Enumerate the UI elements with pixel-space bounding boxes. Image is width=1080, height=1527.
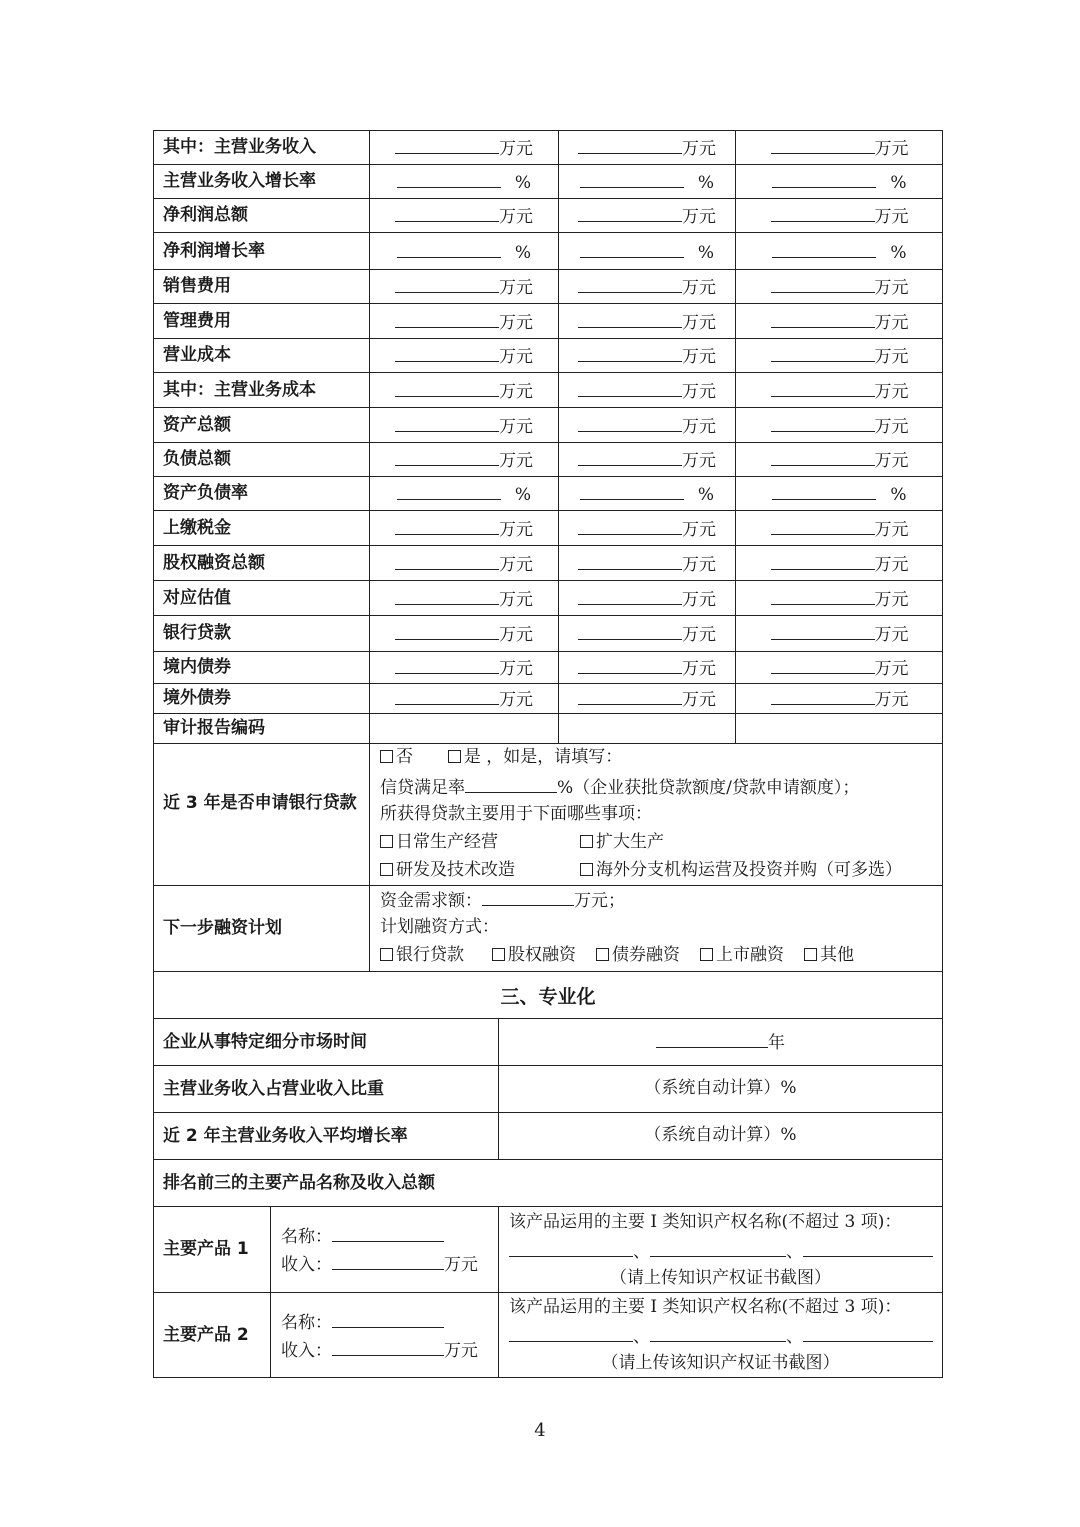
finance-unit: % [890, 173, 907, 193]
finance-row-label: 销售费用 [163, 276, 231, 296]
finance-cell [736, 622, 943, 646]
finance-unit: 万元 [499, 659, 533, 679]
finance-unit: 万元 [499, 381, 533, 402]
product-2-label: 主要产品 2 [163, 1325, 249, 1345]
finance-unit: % [890, 485, 907, 505]
finance-unit: 万元 [499, 589, 533, 610]
finance-cell [736, 414, 943, 438]
finance-input-year-1[interactable] [395, 622, 499, 640]
method-bank-label: 银行贷款 [396, 945, 464, 965]
finance-cell [559, 240, 735, 264]
finance-cell [370, 622, 558, 646]
market-time-unit: 年 [768, 1033, 785, 1053]
finance-unit: 万元 [874, 139, 909, 159]
finance-cell [370, 240, 558, 264]
finance-unit: 万元 [874, 381, 909, 402]
finance-input-year-1[interactable] [395, 517, 499, 535]
section-title: 三、专业化 [500, 986, 596, 1008]
finance-input-year-3[interactable] [771, 379, 875, 397]
finance-unit: 万元 [682, 589, 716, 610]
finance-input-year-1[interactable] [395, 552, 499, 570]
credit-ratio-suffix: %（企业获批贷款额度/贷款申请额度）； [557, 778, 860, 798]
loan-yes-label: 是 [463, 747, 481, 767]
product-2-income-unit: 万元 [444, 1341, 478, 1361]
finance-input-year-1[interactable] [395, 448, 499, 466]
use-rnd-checkbox[interactable] [380, 863, 393, 876]
finance-row-label: 净利润总额 [163, 205, 248, 225]
method-ipo-label: 上市融资 [716, 945, 784, 965]
ratio-label: 主营业务收入占营业收入比重 [163, 1079, 384, 1099]
product-2-upload-note: （请上传该知识产权证书截图） [601, 1353, 840, 1373]
finance-unit: 万元 [682, 278, 716, 298]
finance-input-year-3[interactable] [771, 552, 875, 570]
growth-label: 近 2 年主营业务收入平均增长率 [163, 1126, 408, 1146]
finance-unit: 万元 [682, 347, 716, 367]
finance-cell [736, 344, 943, 368]
finance-unit: 万元 [874, 659, 909, 679]
finance-cell [736, 656, 943, 680]
finance-input-year-2[interactable] [578, 310, 682, 328]
finance-unit: 万元 [499, 451, 533, 471]
finance-input-year-2[interactable] [578, 136, 682, 154]
finance-input-year-3[interactable] [771, 136, 875, 154]
finance-row-label: 管理费用 [163, 310, 231, 331]
credit-ratio-label: 信贷满足率 [380, 778, 465, 798]
loan-if-yes-text: ，如是，请填写： [486, 747, 623, 767]
finance-row-label: 境内债券 [163, 657, 231, 677]
finance-input-year-1[interactable] [395, 379, 499, 397]
product-1-ip-input-3[interactable] [803, 1239, 933, 1257]
method-bond-label: 债券融资 [612, 945, 680, 965]
finance-unit: 万元 [499, 416, 533, 437]
finance-input-year-3[interactable] [771, 414, 875, 432]
finance-cell [370, 517, 558, 541]
use-expand-checkbox[interactable] [580, 835, 593, 848]
loan-label: 近 3 年是否申请银行贷款 [163, 793, 357, 813]
finance-input-year-1[interactable] [397, 170, 501, 188]
finance-cell [559, 310, 735, 334]
finance-cell [736, 379, 943, 403]
growth-value: （系统自动计算）% [644, 1125, 797, 1145]
use-rnd-label: 研发及技术改造 [396, 860, 515, 880]
finance-input-year-2[interactable] [578, 379, 682, 397]
finance-unit: 万元 [682, 519, 716, 540]
finance-unit: 万元 [874, 278, 909, 298]
finance-cell [559, 482, 735, 506]
finance-unit: % [697, 485, 715, 505]
product-1-sep-2: 、 [786, 1242, 803, 1262]
method-other-label: 其他 [820, 945, 854, 965]
finance-unit: 万元 [874, 519, 909, 540]
finance-input-year-3[interactable] [772, 482, 876, 500]
finance-cell [736, 170, 943, 194]
finance-unit: 万元 [874, 312, 909, 333]
method-equity-checkbox[interactable] [492, 948, 505, 961]
finance-cell [559, 204, 735, 228]
finance-cell [559, 414, 735, 438]
finance-unit: 万元 [499, 690, 533, 710]
finance-cell [559, 587, 735, 611]
product-1-ip-input-2[interactable] [650, 1239, 786, 1257]
finance-input-year-1[interactable] [395, 587, 499, 605]
finance-row-label: 资产负债率 [163, 483, 248, 503]
finance-input-year-3[interactable] [771, 656, 875, 674]
use-expand-label: 扩大生产 [596, 832, 664, 852]
finance-unit: 万元 [682, 625, 716, 645]
finance-unit: 万元 [874, 554, 909, 575]
finance-input-year-2[interactable] [578, 656, 682, 674]
finance-cell [559, 517, 735, 541]
finance-unit: 万元 [682, 451, 716, 471]
finance-row-label: 对应估值 [163, 587, 231, 608]
finance-row-label: 负债总额 [163, 449, 231, 469]
audit-label: 审计报告编码 [163, 718, 265, 738]
product-2-name-input[interactable] [332, 1310, 444, 1328]
finance-row-label: 营业成本 [163, 345, 231, 365]
finance-unit: 万元 [874, 207, 909, 227]
loan-no-checkbox[interactable] [380, 750, 393, 763]
finance-input-year-2[interactable] [580, 170, 684, 188]
finance-input-year-3[interactable] [771, 448, 875, 466]
finance-cell [559, 622, 735, 646]
finance-row-label: 主营业务收入增长率 [163, 171, 316, 191]
finance-unit: % [697, 173, 715, 193]
method-bond-checkbox[interactable] [596, 948, 609, 961]
finance-cell [370, 379, 558, 403]
finance-unit: % [514, 173, 532, 193]
finance-input-year-3[interactable] [771, 275, 875, 293]
finance-input-year-2[interactable] [578, 622, 682, 640]
market-time-label: 企业从事特定细分市场时间 [163, 1032, 367, 1052]
finance-input-year-2[interactable] [578, 344, 682, 362]
finance-unit: 万元 [682, 139, 716, 159]
finance-unit: 万元 [874, 451, 909, 471]
finance-cell [370, 310, 558, 334]
method-other-checkbox[interactable] [804, 948, 817, 961]
finance-unit: 万元 [874, 416, 909, 437]
finance-row-label: 净利润增长率 [163, 240, 265, 261]
finance-input-year-3[interactable] [772, 170, 876, 188]
product-2-ip-input-3[interactable] [803, 1324, 933, 1342]
finance-unit: 万元 [682, 659, 716, 679]
finance-unit: % [514, 485, 532, 505]
finance-cell [559, 344, 735, 368]
finance-input-year-1[interactable] [395, 275, 499, 293]
finance-cell [559, 275, 735, 299]
finance-cell [559, 379, 735, 403]
finance-input-year-1[interactable] [395, 687, 499, 705]
finance-input-year-1[interactable] [395, 656, 499, 674]
finance-row-label: 其中：主营业务收入 [163, 137, 316, 157]
finance-input-year-2[interactable] [578, 414, 682, 432]
method-equity-label: 股权融资 [508, 945, 576, 965]
product-1-ip-question: 该产品运用的主要 I 类知识产权名称(不超过 3 项)： [509, 1212, 902, 1232]
finance-input-year-2[interactable] [578, 517, 682, 535]
product-2-sep-1: 、 [633, 1327, 650, 1347]
product-2-ip-input-2[interactable] [650, 1324, 786, 1342]
finance-cell [370, 414, 558, 438]
plan-label: 下一步融资计划 [163, 918, 282, 938]
finance-input-year-3[interactable] [772, 240, 876, 258]
finance-cell [736, 136, 943, 160]
finance-unit: 万元 [499, 625, 533, 645]
audit-input-3[interactable] [736, 714, 942, 742]
product-2-income-label: 收入： [281, 1341, 332, 1361]
finance-cell [736, 687, 943, 711]
finance-cell [370, 687, 558, 711]
finance-cell [370, 170, 558, 194]
finance-cell [736, 448, 943, 472]
finance-unit: 万元 [874, 690, 909, 710]
finance-input-year-1[interactable] [395, 204, 499, 222]
market-time-input[interactable] [656, 1030, 768, 1048]
finance-input-year-2[interactable] [578, 448, 682, 466]
finance-cell [370, 552, 558, 576]
finance-unit: 万元 [682, 416, 716, 437]
finance-input-year-2[interactable] [580, 482, 684, 500]
finance-unit: 万元 [499, 347, 533, 367]
page-number: 4 [534, 1420, 546, 1441]
product-1-income-input[interactable] [332, 1252, 444, 1270]
finance-cell [370, 136, 558, 160]
finance-row-label: 上缴税金 [163, 517, 231, 538]
finance-input-year-2[interactable] [578, 552, 682, 570]
audit-input-2[interactable] [559, 714, 734, 742]
credit-ratio-input[interactable] [465, 775, 557, 793]
finance-input-year-1[interactable] [395, 310, 499, 328]
use-daily-checkbox[interactable] [380, 835, 393, 848]
use-daily-label: 日常生产经营 [396, 832, 498, 852]
finance-cell [370, 587, 558, 611]
finance-row-label: 银行贷款 [163, 623, 231, 643]
finance-cell [559, 448, 735, 472]
product-2-income-input[interactable] [332, 1338, 444, 1356]
method-ipo-checkbox[interactable] [700, 948, 713, 961]
finance-input-year-3[interactable] [771, 622, 875, 640]
finance-cell [559, 170, 735, 194]
finance-input-year-2[interactable] [580, 240, 684, 258]
product-1-label: 主要产品 1 [163, 1239, 249, 1259]
finance-cell [736, 482, 943, 506]
finance-unit: 万元 [874, 625, 909, 645]
finance-row-label: 境外债券 [163, 688, 231, 708]
finance-input-year-1[interactable] [397, 240, 501, 258]
finance-cell [559, 136, 735, 160]
finance-cell [736, 204, 943, 228]
finance-cell [370, 448, 558, 472]
finance-cell [559, 552, 735, 576]
finance-unit: 万元 [682, 381, 716, 402]
product-1-name-input[interactable] [332, 1224, 444, 1242]
finance-unit: 万元 [499, 278, 533, 298]
finance-input-year-2[interactable] [578, 687, 682, 705]
finance-row-label: 股权融资总额 [163, 552, 265, 573]
use-overseas-label: 海外分支机构运营及投资并购（可多选） [596, 860, 902, 880]
finance-cell [736, 552, 943, 576]
plan-method-question: 计划融资方式： [380, 917, 499, 937]
loan-no-label: 否 [396, 747, 413, 767]
finance-unit: 万元 [682, 690, 716, 710]
ratio-value: （系统自动计算）% [644, 1078, 797, 1098]
finance-input-year-1[interactable] [395, 136, 499, 154]
product-1-sep-1: 、 [633, 1242, 650, 1262]
audit-input-1[interactable] [370, 714, 557, 742]
finance-unit: 万元 [682, 312, 716, 333]
finance-input-year-1[interactable] [395, 344, 499, 362]
finance-unit: 万元 [682, 554, 716, 575]
finance-cell [736, 310, 943, 334]
finance-cell [736, 517, 943, 541]
loan-yes-checkbox[interactable] [448, 750, 461, 763]
demand-suffix: 万元； [574, 891, 625, 911]
finance-cell [736, 240, 943, 264]
finance-unit: 万元 [499, 519, 533, 540]
finance-cell [370, 656, 558, 680]
finance-cell [559, 687, 735, 711]
finance-input-year-3[interactable] [771, 344, 875, 362]
demand-label: 资金需求额： [380, 891, 482, 911]
finance-cell [559, 656, 735, 680]
top3-label: 排名前三的主要产品名称及收入总额 [163, 1173, 435, 1193]
product-1-income-unit: 万元 [444, 1255, 478, 1275]
finance-cell [370, 204, 558, 228]
finance-row-label: 资产总额 [163, 414, 231, 435]
product-1-name-label: 名称： [281, 1227, 332, 1247]
finance-unit: % [697, 242, 715, 263]
product-2-ip-question: 该产品运用的主要 I 类知识产权名称(不超过 3 项)： [509, 1297, 902, 1317]
finance-cell [370, 275, 558, 299]
finance-input-year-3[interactable] [771, 587, 875, 605]
finance-unit: 万元 [499, 207, 533, 227]
finance-unit: % [890, 242, 907, 263]
method-bank-checkbox[interactable] [380, 948, 393, 961]
finance-unit: 万元 [499, 312, 533, 333]
use-overseas-checkbox[interactable] [580, 863, 593, 876]
finance-row-label: 其中：主营业务成本 [163, 379, 316, 400]
finance-input-year-3[interactable] [771, 204, 875, 222]
finance-input-year-3[interactable] [771, 310, 875, 328]
product-1-income-label: 收入： [281, 1255, 332, 1275]
product-2-name-label: 名称： [281, 1313, 332, 1333]
finance-unit: 万元 [499, 139, 533, 159]
finance-unit: 万元 [874, 347, 909, 367]
finance-cell [370, 482, 558, 506]
finance-unit: 万元 [499, 554, 533, 575]
finance-input-year-2[interactable] [578, 275, 682, 293]
finance-unit: 万元 [682, 207, 716, 227]
product-2-sep-2: 、 [786, 1327, 803, 1347]
finance-unit: 万元 [874, 589, 909, 610]
finance-input-year-3[interactable] [771, 517, 875, 535]
finance-input-year-2[interactable] [578, 587, 682, 605]
finance-cell [736, 587, 943, 611]
finance-unit: % [514, 242, 532, 263]
finance-input-year-2[interactable] [578, 204, 682, 222]
product-2-ip-input-1[interactable] [509, 1324, 633, 1342]
demand-input[interactable] [482, 888, 574, 906]
product-1-ip-input-1[interactable] [509, 1239, 633, 1257]
finance-cell [370, 344, 558, 368]
finance-cell [736, 275, 943, 299]
loan-usage-question: 所获得贷款主要用于下面哪些事项： [380, 804, 652, 824]
finance-input-year-3[interactable] [771, 687, 875, 705]
product-1-upload-note: （请上传知识产权证书截图） [610, 1268, 831, 1288]
finance-input-year-1[interactable] [397, 482, 501, 500]
finance-input-year-1[interactable] [395, 414, 499, 432]
